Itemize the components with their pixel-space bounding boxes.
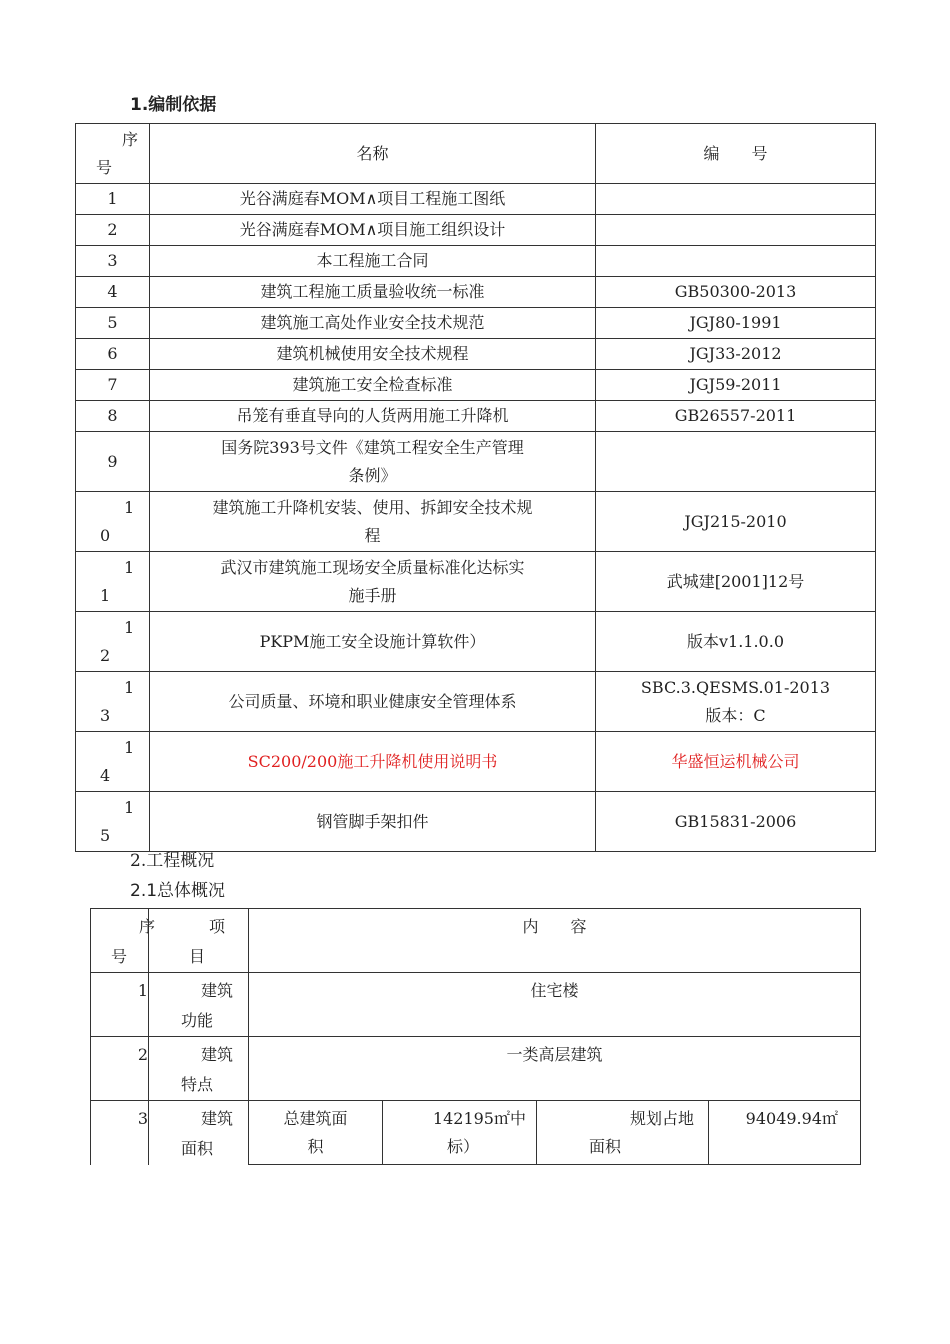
row-name: 建筑工程施工质量验收统一标准	[150, 277, 596, 308]
overview-header-no-bottom: 号	[111, 947, 128, 966]
overview-header-content: 内 容	[249, 909, 861, 973]
row-name: 公司质量、环境和职业健康安全管理体系	[150, 672, 596, 732]
table-row	[76, 246, 876, 277]
row-no-line2: 3	[100, 705, 111, 725]
overview-land-area-label	[537, 1101, 709, 1165]
row-name: 建筑施工安全检查标准	[150, 370, 596, 401]
row-code-line2: 版本：C	[705, 705, 766, 725]
total-area-label-line1: 总建筑面	[283, 1109, 348, 1128]
overview-row-no: 2	[91, 1037, 149, 1101]
row-no: 2	[76, 215, 150, 246]
row-no-line2: 0	[100, 525, 111, 545]
overview-row-item-line1: 建筑	[201, 1045, 234, 1064]
reference-table	[75, 123, 876, 852]
row-no: 7	[76, 370, 150, 401]
row-no	[76, 552, 150, 612]
overview-row	[91, 1101, 861, 1165]
overview-row-item-line2: 面积	[181, 1139, 214, 1158]
row-code: 武城建[2001]12号	[596, 552, 876, 612]
row-no: 3	[76, 246, 150, 277]
row-name-line1: 国务院393号文件《建筑工程安全生产管理	[221, 437, 524, 457]
section1-title: 1.编制依据	[130, 95, 217, 115]
row-name: 建筑施工高处作业安全技术规范	[150, 308, 596, 339]
overview-table	[90, 908, 861, 1165]
table-row	[76, 184, 876, 215]
table-row	[76, 492, 876, 552]
table-row	[76, 401, 876, 432]
table-row	[76, 432, 876, 492]
row-code: GB26557-2011	[596, 401, 876, 432]
section2-title: 2.工程概况	[130, 851, 215, 871]
overview-row-item-line1: 建筑	[201, 981, 234, 1000]
overview-total-area-value	[383, 1101, 537, 1165]
row-name-line1: 建筑施工升降机安装、使用、拆卸安全技术规	[212, 497, 533, 517]
row-code: JGJ80-1991	[596, 308, 876, 339]
overview-land-area-value: 94049.94㎡	[709, 1101, 861, 1165]
table-row	[76, 308, 876, 339]
row-name: 钢管脚手架扣件	[150, 792, 596, 852]
row-no: 1	[76, 184, 150, 215]
overview-total-area-label	[249, 1101, 383, 1165]
row-no: 6	[76, 339, 150, 370]
row-name-line2: 条例》	[348, 465, 397, 485]
table-row	[76, 277, 876, 308]
row-code: GB15831-2006	[596, 792, 876, 852]
row-no-line1: 1	[124, 797, 135, 817]
row-no	[76, 492, 150, 552]
table-header-row	[76, 124, 876, 184]
row-name: 本工程施工合同	[150, 246, 596, 277]
row-no-line1: 1	[124, 497, 135, 517]
row-no	[76, 732, 150, 792]
table-row	[76, 792, 876, 852]
total-area-label-line2: 积	[307, 1137, 324, 1156]
row-no-line1: 1	[124, 617, 135, 637]
overview-row-content: 一类高层建筑	[249, 1037, 861, 1101]
overview-row-item-line1: 建筑	[201, 1109, 234, 1128]
row-no-line2: 1	[100, 585, 111, 605]
row-name: 建筑机械使用安全技术规程	[150, 339, 596, 370]
row-no-line1: 1	[124, 677, 135, 697]
row-code: GB50300-2013	[596, 277, 876, 308]
overview-row-item	[149, 1101, 249, 1165]
table-row	[76, 370, 876, 401]
row-code-highlight: 华盛恒运机械公司	[596, 732, 876, 792]
row-code: 版本v1.1.0.0	[596, 612, 876, 672]
row-code	[596, 672, 876, 732]
overview-row-item	[149, 973, 249, 1037]
row-no: 9	[76, 432, 150, 492]
overview-header-no-top: 序	[139, 917, 156, 936]
row-no	[76, 792, 150, 852]
section21-title: 2.1总体概况	[130, 881, 226, 901]
row-name: 吊笼有垂直导向的人货两用施工升降机	[150, 401, 596, 432]
row-name	[150, 492, 596, 552]
row-code-line1: SBC.3.QESMS.01-2013	[640, 677, 831, 697]
table-row	[76, 612, 876, 672]
row-code: JGJ59-2011	[596, 370, 876, 401]
overview-header-item-top: 项	[209, 917, 226, 936]
row-code	[596, 184, 876, 215]
header-code: 编 号	[596, 124, 876, 184]
total-area-value-line1: 142195㎡中	[432, 1109, 526, 1128]
row-no	[76, 672, 150, 732]
row-no: 4	[76, 277, 150, 308]
total-area-value-line2: 标）	[447, 1137, 480, 1156]
row-name: 光谷满庭春MOM∧项目施工组织设计	[150, 215, 596, 246]
overview-row-item-line2: 特点	[181, 1075, 214, 1094]
table-row	[76, 552, 876, 612]
row-no-line2: 2	[100, 645, 111, 665]
row-name-highlight: SC200/200施工升降机使用说明书	[150, 732, 596, 792]
header-no	[76, 124, 150, 184]
row-no-line1: 1	[124, 737, 135, 757]
header-name: 名称	[150, 124, 596, 184]
row-name: 光谷满庭春MOM∧项目工程施工图纸	[150, 184, 596, 215]
row-name-line1: 武汉市建筑施工现场安全质量标准化达标实	[220, 557, 525, 577]
table-row	[76, 732, 876, 792]
row-name	[150, 552, 596, 612]
land-area-label-line2: 面积	[589, 1137, 622, 1156]
overview-header-row	[91, 909, 861, 973]
overview-row-content: 住宅楼	[249, 973, 861, 1037]
row-code	[596, 215, 876, 246]
overview-header-item-bottom: 目	[189, 947, 206, 966]
row-no-line2: 4	[100, 765, 111, 785]
row-code	[596, 432, 876, 492]
table-row	[76, 215, 876, 246]
row-no: 8	[76, 401, 150, 432]
overview-row-no: 1	[91, 973, 149, 1037]
overview-row	[91, 1037, 861, 1101]
row-name: PKPM施工安全设施计算软件）	[150, 612, 596, 672]
row-code	[596, 246, 876, 277]
row-no-line2: 5	[100, 825, 111, 845]
overview-row-no: 3	[91, 1101, 149, 1165]
table-row	[76, 672, 876, 732]
overview-header-no	[91, 909, 156, 973]
header-no-top: 序	[122, 129, 139, 149]
row-no-line1: 1	[124, 557, 135, 577]
row-code: JGJ215-2010	[596, 492, 876, 552]
header-no-bottom: 号	[96, 157, 113, 177]
row-no: 5	[76, 308, 150, 339]
row-name-line2: 施手册	[348, 585, 397, 605]
row-name	[150, 432, 596, 492]
row-code: JGJ33-2012	[596, 339, 876, 370]
row-name-line2: 程	[364, 525, 381, 545]
overview-row	[91, 973, 861, 1037]
table-row	[76, 339, 876, 370]
overview-row-item-line2: 功能	[181, 1011, 214, 1030]
row-no	[76, 612, 150, 672]
land-area-label-line1: 规划占地	[629, 1109, 694, 1128]
overview-row-item	[149, 1037, 249, 1101]
overview-header-item	[149, 909, 249, 973]
